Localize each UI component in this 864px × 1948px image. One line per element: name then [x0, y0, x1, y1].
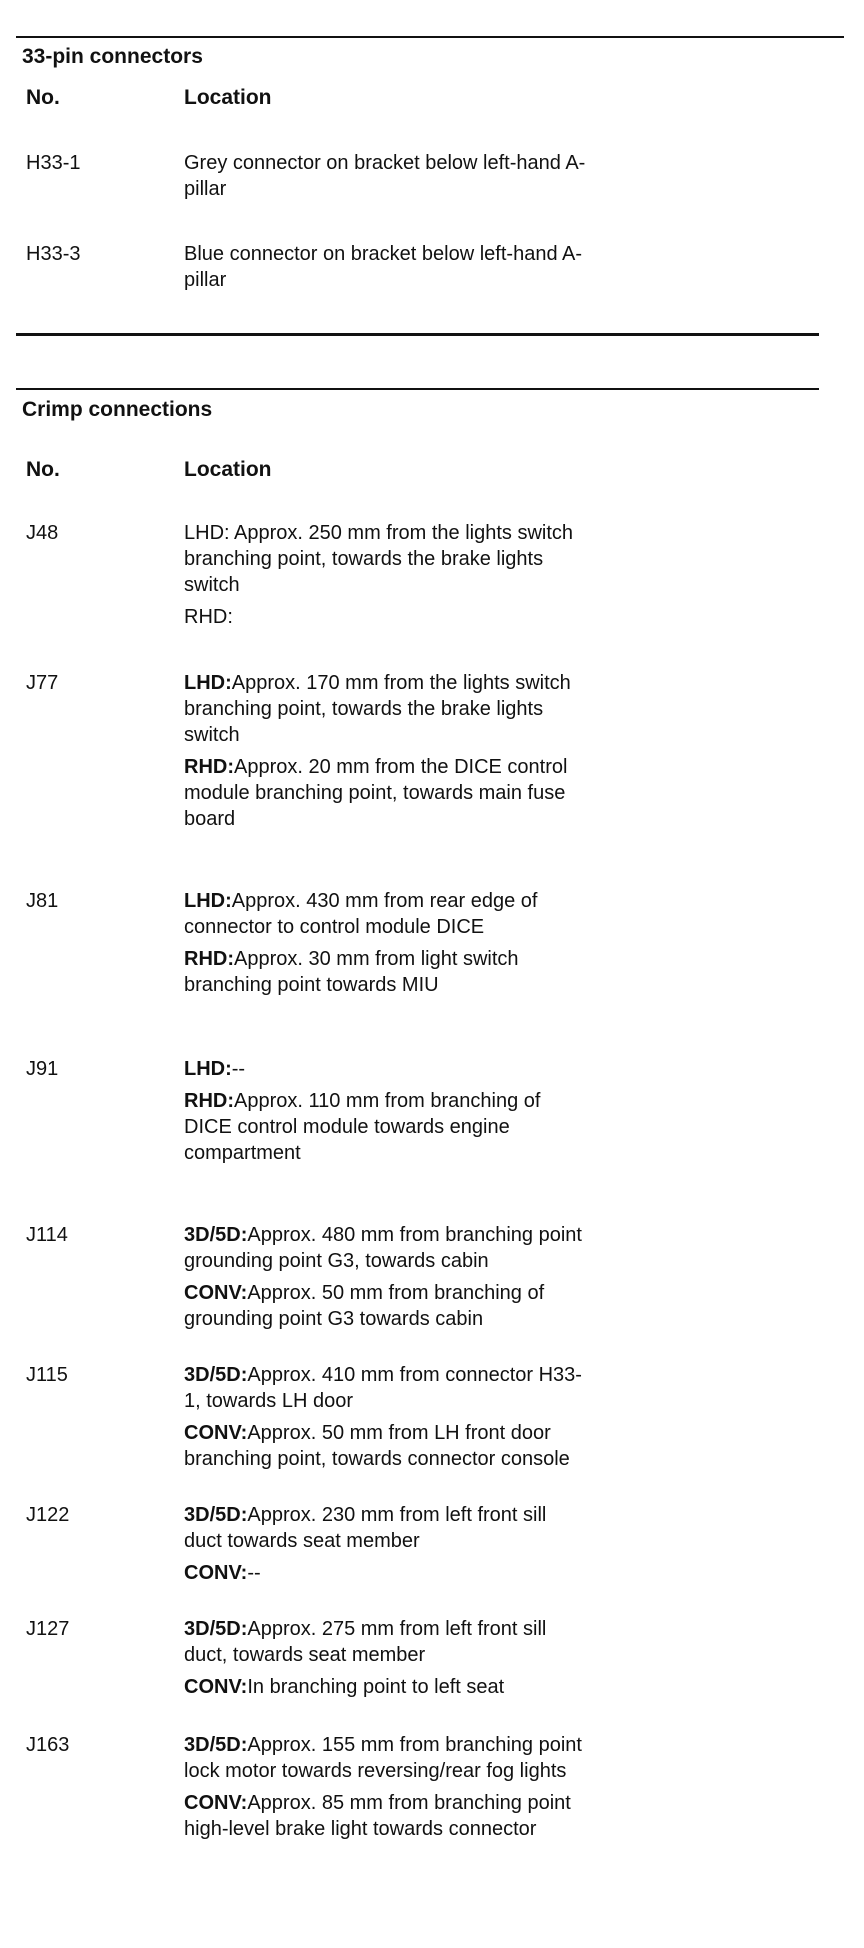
crimp-row-location-j91	[184, 1056, 724, 1166]
crimp-section-top-rule	[16, 388, 819, 390]
j115-3d5d-line-2: 1, towards LH door	[184, 1390, 353, 1412]
pin-section-bottom-rule	[16, 333, 819, 336]
pin-row-no-2: H33-3	[26, 243, 81, 265]
j81-lhd-line-1: LHD:Approx. 430 mm from rear edge of	[184, 890, 538, 912]
crimp-row-location-j115	[184, 1362, 724, 1472]
j114-3d5d-line-1: 3D/5D:Approx. 480 mm from branching point	[184, 1224, 582, 1246]
j114-3d5d-line-2: grounding point G3, towards cabin	[184, 1250, 489, 1272]
pin-row-location-2	[184, 241, 724, 293]
crimp-section-title: Crimp connections	[22, 398, 213, 421]
j81-rhd-label: RHD:	[184, 948, 234, 970]
j81-lhd-line-2: connector to control module DICE	[184, 916, 485, 938]
j77-lhd-line-3: switch	[184, 724, 240, 746]
j91-rhd-line-3: compartment	[184, 1142, 301, 1164]
j77-rhd-line-2: module branching point, towards main fuse	[184, 782, 566, 804]
j48-rhd-line-1: RHD:	[184, 606, 233, 628]
j127-3d5d-label: 3D/5D:	[184, 1618, 248, 1640]
pin-row-location-1	[184, 150, 724, 202]
crimp-col-location: Location	[184, 458, 272, 481]
pin-col-no: No.	[26, 86, 60, 109]
j77-lhd-line-1: LHD:Approx. 170 mm from the lights switch	[184, 672, 571, 694]
top-rule	[16, 36, 844, 38]
crimp-row-location-j48	[184, 520, 724, 630]
j91-rhd-label: RHD:	[184, 1090, 234, 1112]
j127-3d5d-line-2: duct, towards seat member	[184, 1644, 426, 1666]
crimp-row-no-j127: J127	[26, 1618, 70, 1640]
j77-rhd-line-1: RHD:Approx. 20 mm from the DICE control	[184, 756, 568, 778]
crimp-row-no-j122: J122	[26, 1504, 70, 1526]
j163-conv-line-1: CONV:Approx. 85 mm from branching point	[184, 1792, 571, 1814]
j122-conv-label: CONV:	[184, 1562, 248, 1584]
j163-3d5d-line-1: 3D/5D:Approx. 155 mm from branching point	[184, 1734, 582, 1756]
j163-3d5d-line-2: lock motor towards reversing/rear fog lights	[184, 1760, 567, 1782]
j115-3d5d-label: 3D/5D:	[184, 1364, 248, 1386]
j127-conv-line-1: CONV:In branching point to left seat	[184, 1676, 505, 1698]
j81-rhd-line-2: branching point towards MIU	[184, 974, 439, 996]
j127-conv-label: CONV:	[184, 1676, 248, 1698]
j114-conv-line-2: grounding point G3 towards cabin	[184, 1308, 484, 1330]
j115-conv-label: CONV:	[184, 1422, 248, 1444]
crimp-row-no-j115: J115	[26, 1364, 68, 1386]
j114-3d5d-label: 3D/5D:	[184, 1224, 248, 1246]
crimp-row-no-j77: J77	[26, 672, 59, 694]
j77-lhd-line-2: branching point, towards the brake lights	[184, 698, 544, 720]
j122-conv-line-1: CONV:--	[184, 1562, 261, 1584]
pin-row-2-line-1: Blue connector on bracket below left-hand A-	[184, 243, 583, 265]
crimp-row-location-j163	[184, 1732, 724, 1842]
crimp-row-no-j81: J81	[26, 890, 59, 912]
pin-col-location: Location	[184, 86, 272, 109]
j81-lhd-label: LHD:	[184, 890, 232, 912]
crimp-row-no-j114: J114	[26, 1224, 68, 1246]
j81-rhd-line-1: RHD:Approx. 30 mm from light switch	[184, 948, 519, 970]
crimp-row-location-j77	[184, 670, 724, 832]
crimp-row-location-j81	[184, 888, 724, 998]
j114-conv-label: CONV:	[184, 1282, 248, 1304]
j115-conv-line-2: branching point, towards connector console	[184, 1448, 570, 1470]
crimp-row-no-j48: J48	[26, 522, 59, 544]
pin-row-2-line-2: pillar	[184, 269, 227, 291]
j163-conv-label: CONV:	[184, 1792, 248, 1814]
j115-3d5d-line-1: 3D/5D:Approx. 410 mm from connector H33-	[184, 1364, 582, 1386]
pin-row-1-line-2: pillar	[184, 178, 227, 200]
j48-lhd-line-2: branching point, towards the brake lights	[184, 548, 544, 570]
j77-rhd-line-3: board	[184, 808, 236, 830]
j48-lhd-line-1: LHD: Approx. 250 mm from the lights switch	[184, 522, 574, 544]
pin-row-no-1: H33-1	[26, 152, 81, 174]
j122-3d5d-label: 3D/5D:	[184, 1504, 248, 1526]
j114-conv-line-1: CONV:Approx. 50 mm from branching of	[184, 1282, 545, 1304]
j77-rhd-label: RHD:	[184, 756, 234, 778]
j163-conv-line-2: high-level brake light towards connector	[184, 1818, 537, 1840]
j115-conv-line-1: CONV:Approx. 50 mm from LH front door	[184, 1422, 551, 1444]
crimp-row-location-j114	[184, 1222, 724, 1332]
j91-lhd-label: LHD:	[184, 1058, 232, 1080]
crimp-row-no-j163: J163	[26, 1734, 70, 1756]
crimp-row-no-j91: J91	[26, 1058, 59, 1080]
j91-lhd-line-1: LHD:--	[184, 1058, 246, 1080]
j122-3d5d-line-2: duct towards seat member	[184, 1530, 420, 1552]
crimp-row-location-j122	[184, 1502, 724, 1586]
j163-3d5d-label: 3D/5D:	[184, 1734, 248, 1756]
j122-3d5d-line-1: 3D/5D:Approx. 230 mm from left front sill	[184, 1504, 547, 1526]
j91-rhd-line-1: RHD:Approx. 110 mm from branching of	[184, 1090, 541, 1112]
j48-lhd-line-3: switch	[184, 574, 240, 596]
pin-section-title: 33-pin connectors	[22, 45, 203, 68]
pin-row-1-line-1: Grey connector on bracket below left-hand A-	[184, 152, 586, 174]
crimp-col-no: No.	[26, 458, 60, 481]
j77-lhd-label: LHD:	[184, 672, 232, 694]
j91-rhd-line-2: DICE control module towards engine	[184, 1116, 510, 1138]
crimp-row-location-j127	[184, 1616, 724, 1700]
j127-3d5d-line-1: 3D/5D:Approx. 275 mm from left front sill	[184, 1618, 547, 1640]
